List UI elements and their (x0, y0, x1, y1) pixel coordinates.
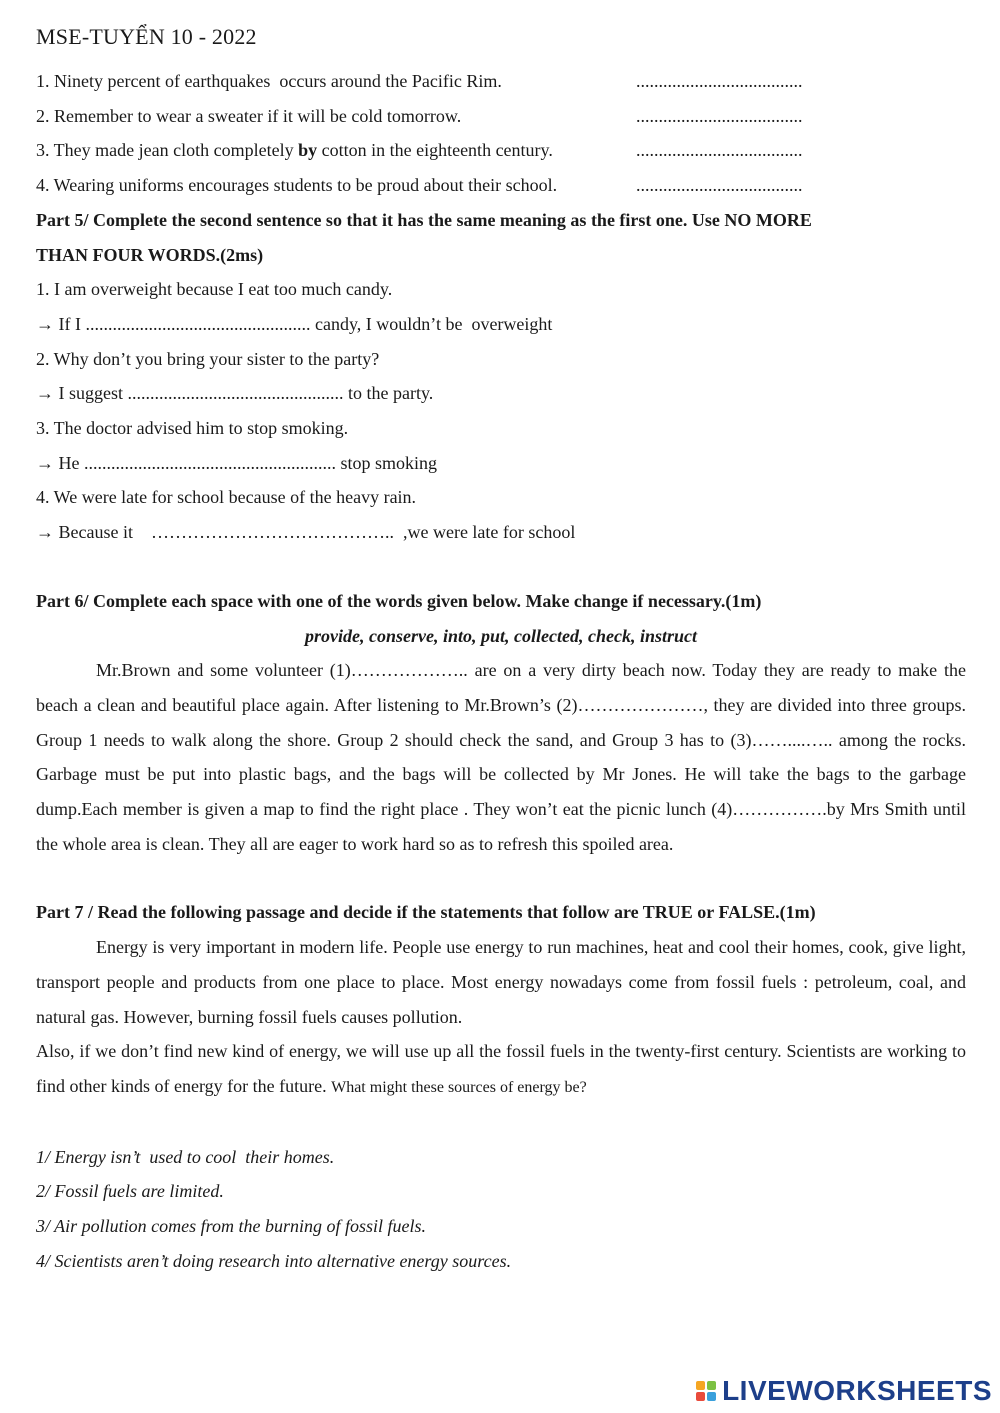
part5-answer-line[interactable]: → If I .................................................. candy, I wouldn’t be overweight (36, 313, 553, 334)
logo-square (696, 1392, 705, 1401)
part4-item-text: 4. Wearing uniforms encourages students to be proud about their school. (36, 175, 558, 196)
page-title: MSE-TUYỂN 10 - 2022 (36, 24, 257, 49)
part7-paragraph-2 (36, 1034, 966, 1105)
answer-blank[interactable]: ..................................... (636, 140, 803, 161)
logo-square (696, 1381, 705, 1390)
part4-item-text (36, 133, 636, 168)
worksheet-page (36, 20, 966, 1279)
part4-item-text: 1. Ninety percent of earthquakes occurs around the Pacific Rim. (36, 71, 502, 91)
part6-heading: Part 6/ Complete each space with one of the words given below. Make change if necessary.(1m) (36, 590, 762, 611)
word-bank: provide, conserve, into, put, collected, check, instruct (305, 625, 697, 646)
part4-item (36, 99, 966, 134)
part5-answer-line[interactable]: → He ........................................................ stop smoking (36, 452, 438, 473)
part6-paragraph: Mr.Brown and some volunteer (1)……………….. are on a very dirty beach now. Today they are ready to make the beach a clean and beautiful place again. After listening to Mr.Brown’s (2)…………………, they are divided into three groups. Group 1 needs to walk along the shore. Group 2 should check the sand, and Group 3 has to (3)……....….. among the rocks. Garbage must be put into plastic bags, and the bags will be collected by Mr Jones. He will take the bags to the garbage dump.Each member is given a map to find the right place . They won’t eat the picnic lunch (4)…………….by Mrs Smith until the whole area is clean. They all are eager to work hard so as to refresh this spoiled area. (36, 660, 966, 854)
part7-paragraph-2-main: Also, if we don’t find new kind of energy, we will use up all the fossil fuels in the twenty-first century. Scientists are working to find other kinds of energy for the future. (36, 1041, 966, 1096)
part5-heading-line1: Part 5/ Complete the second sentence so that it has the same meaning as the first one. Use NO MORE (36, 209, 812, 230)
true-false-statement: 2/ Fossil fuels are limited. (36, 1181, 224, 1202)
true-false-statement: 4/ Scientists aren’t doing research into alternative energy sources. (36, 1250, 512, 1271)
part7-paragraph-2-question: What might these sources of energy be? (331, 1078, 587, 1096)
part4-item (36, 64, 966, 99)
true-false-statement: 1/ Energy isn’t used to cool their homes. (36, 1146, 335, 1167)
spacer (36, 550, 966, 584)
part5-heading (36, 203, 966, 272)
part5-answer-line[interactable]: → Because it ………………………………….. ,we were late for school (36, 522, 576, 543)
true-false-statement: 3/ Air pollution comes from the burning of fossil fuels. (36, 1216, 427, 1237)
part4-item (36, 133, 966, 168)
logo-square (707, 1392, 716, 1401)
part4-item (36, 168, 966, 203)
part4-item-bold-word: by (298, 140, 318, 161)
logo-square (707, 1381, 716, 1390)
part5-question: 3. The doctor advised him to stop smoking. (36, 418, 349, 439)
part4-item-text-pre: 3. They made jean cloth completely (36, 140, 299, 161)
logo-text: LIVEWORKSHEETS (722, 1375, 992, 1406)
part5-question: 4. We were late for school because of the heavy rain. (36, 487, 417, 508)
answer-blank[interactable]: ..................................... (636, 71, 803, 91)
liveworksheets-logo (696, 1375, 992, 1407)
liveworksheets-logo-icon (696, 1381, 716, 1401)
part7-paragraph-1: Energy is very important in modern life. People use energy to run machines, heat and cool their homes, cook, give light, transport people and products from one place to place. Most energy nowadays come from fossil fuels : petroleum, coal, and natural gas. However, burning fossil fuels causes pollution. (36, 937, 966, 1027)
part7-heading: Part 7 / Read the following passage and decide if the statements that follow are TRUE or FALSE.(1m) (36, 902, 816, 923)
part4-item-text-post: cotton in the eighteenth century. (317, 140, 553, 161)
spacer (36, 861, 966, 895)
part5-question: 2. Why don’t you bring your sister to the party? (36, 348, 380, 369)
part5-question: 1. I am overweight because I eat too much candy. (36, 279, 393, 300)
part5-heading-line2: THAN FOUR WORDS.(2ms) (36, 244, 264, 265)
answer-blank[interactable]: ..................................... (636, 175, 803, 196)
part5-answer-line[interactable]: → I suggest ................................................ to the party. (36, 383, 434, 404)
part4-item-text: 2. Remember to wear a sweater if it will be cold tomorrow. (36, 105, 462, 126)
spacer (36, 1106, 966, 1140)
answer-blank[interactable]: ..................................... (636, 105, 803, 126)
